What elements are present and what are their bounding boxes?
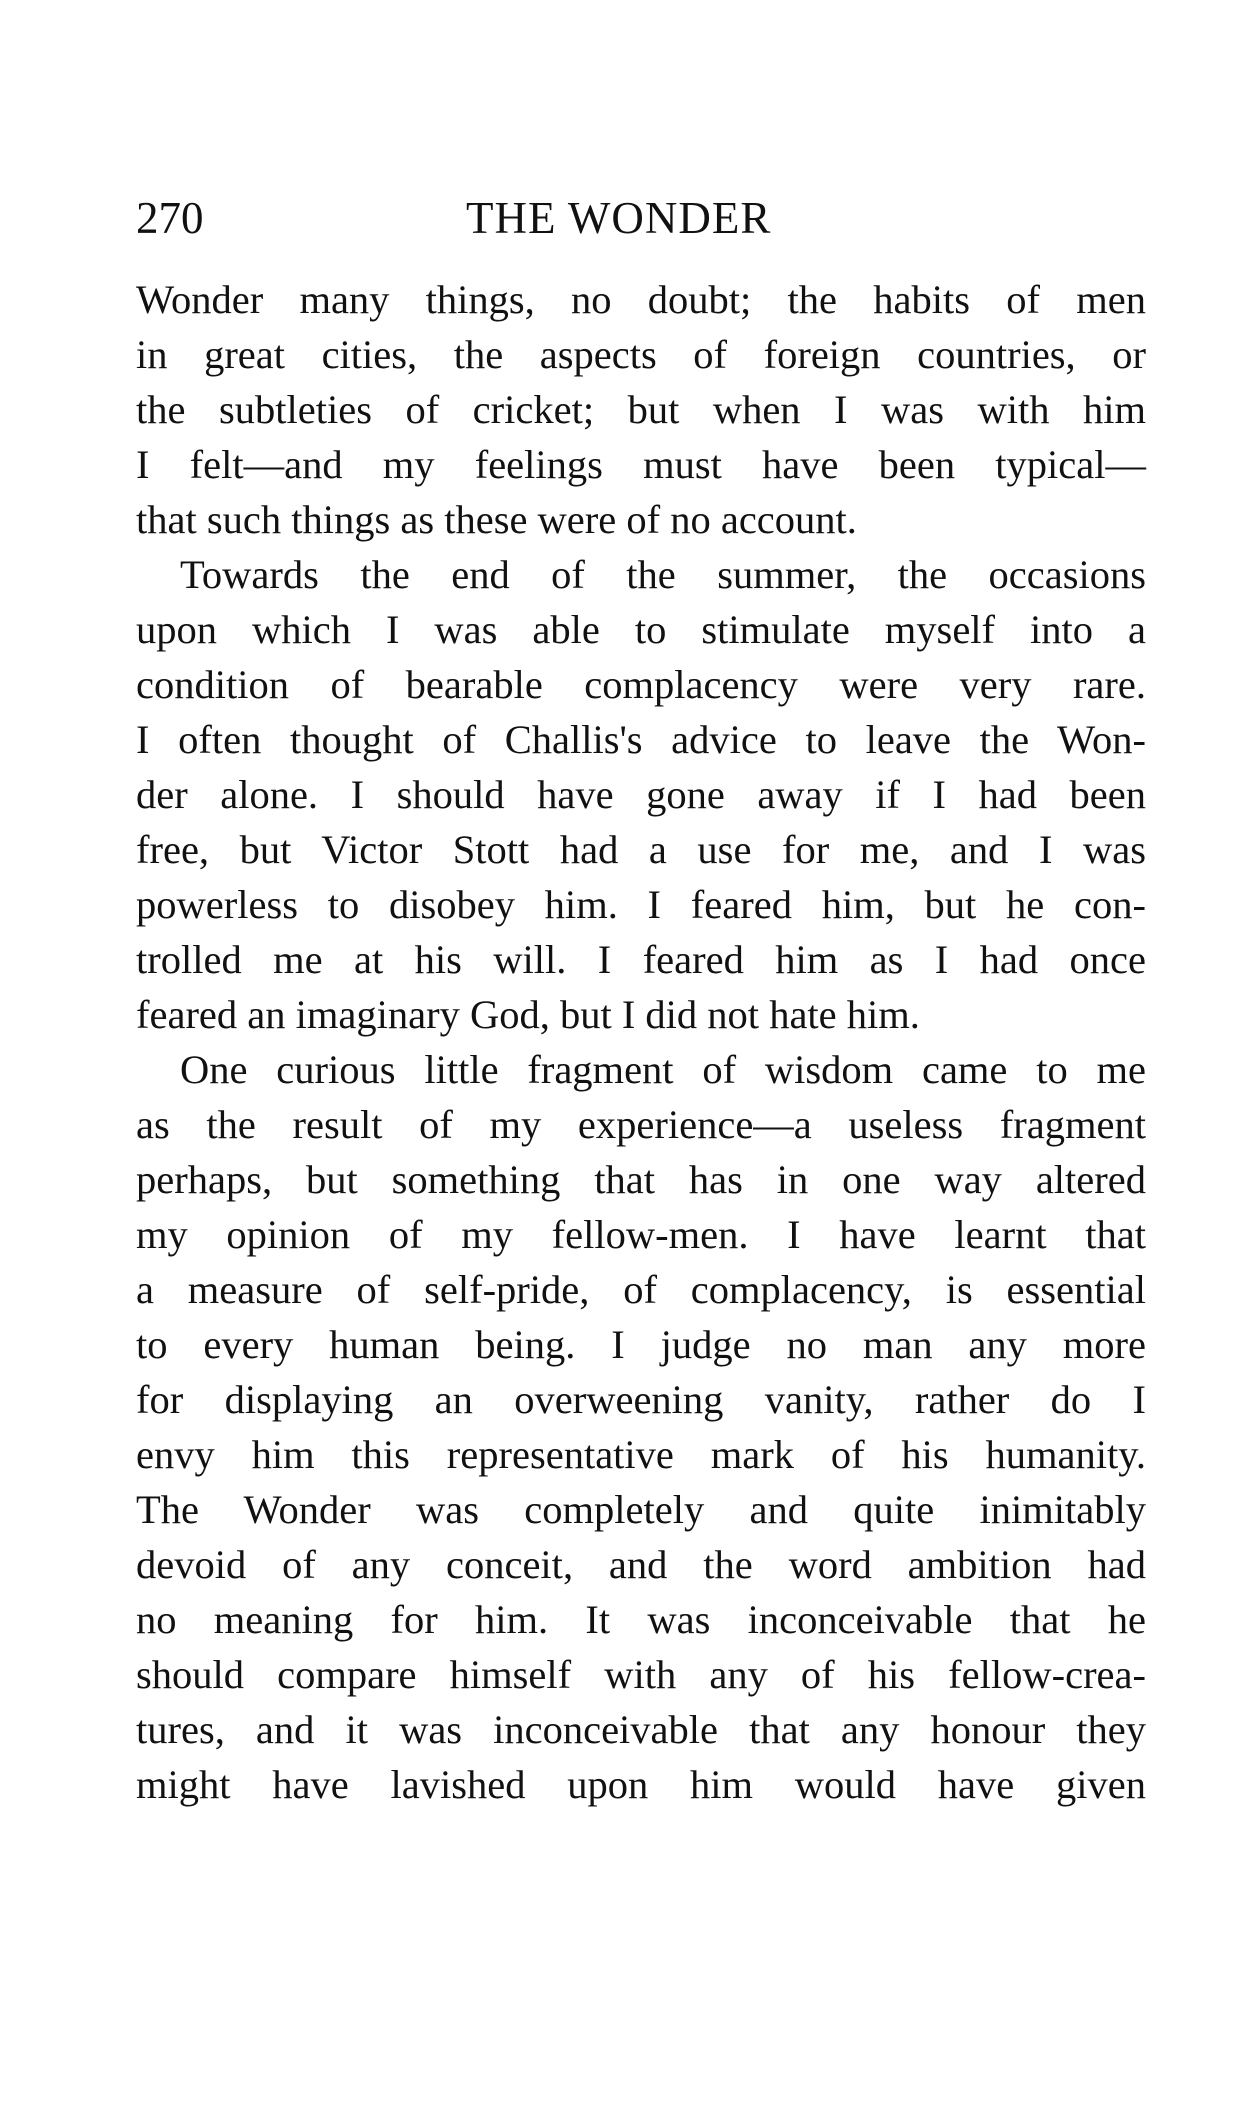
text-line: for displaying an overweening vanity, rather do I	[136, 1377, 1146, 1422]
running-title: THE WONDER	[466, 193, 772, 243]
text-line: I felt—and my feelings must have been typical—	[136, 442, 1146, 487]
text-line: envy him this representative mark of his humanity.	[136, 1432, 1146, 1477]
text-line: in great cities, the aspects of foreign countries, or	[136, 332, 1146, 377]
text-line: perhaps, but something that has in one way altered	[136, 1157, 1146, 1202]
text-line: upon which I was able to stimulate myself into a	[136, 607, 1146, 652]
text-line: as the result of my experience—a useless fragment	[136, 1102, 1146, 1147]
text-line: free, but Victor Stott had a use for me, and I was	[136, 827, 1146, 872]
text-line: might have lavished upon him would have given	[136, 1762, 1146, 1807]
text-line: no meaning for him. It was inconceivable that he	[136, 1597, 1146, 1642]
text-line: Wonder many things, no doubt; the habits of men	[136, 277, 1146, 322]
text-line: Towards the end of the summer, the occasions	[180, 552, 1146, 597]
page-number: 270	[136, 193, 204, 243]
text-line: condition of bearable complacency were very rare.	[136, 662, 1146, 707]
text-line: The Wonder was completely and quite inimitably	[136, 1487, 1146, 1532]
text-line: One curious little fragment of wisdom came to me	[180, 1047, 1146, 1092]
text-line: tures, and it was inconceivable that any honour they	[136, 1707, 1146, 1752]
body-text	[136, 272, 1146, 1812]
text-line: powerless to disobey him. I feared him, but he con-	[136, 882, 1146, 927]
text-line: devoid of any conceit, and the word ambition had	[136, 1542, 1146, 1587]
text-line: to every human being. I judge no man any more	[136, 1322, 1146, 1367]
text-line: that such things as these were of no account.	[136, 497, 857, 542]
text-line: I often thought of Challis's advice to leave the Won-	[136, 717, 1146, 762]
text-line: feared an imaginary God, but I did not hate him.	[136, 992, 920, 1037]
text-line: der alone. I should have gone away if I had been	[136, 772, 1146, 817]
text-line: a measure of self-pride, of complacency, is essential	[136, 1267, 1146, 1312]
page-header	[136, 188, 1146, 248]
text-line: my opinion of my fellow-men. I have learnt that	[136, 1212, 1146, 1257]
text-line: the subtleties of cricket; but when I was with him	[136, 387, 1146, 432]
text-line: should compare himself with any of his fellow-crea-	[136, 1652, 1146, 1697]
text-line: trolled me at his will. I feared him as I had once	[136, 937, 1146, 982]
